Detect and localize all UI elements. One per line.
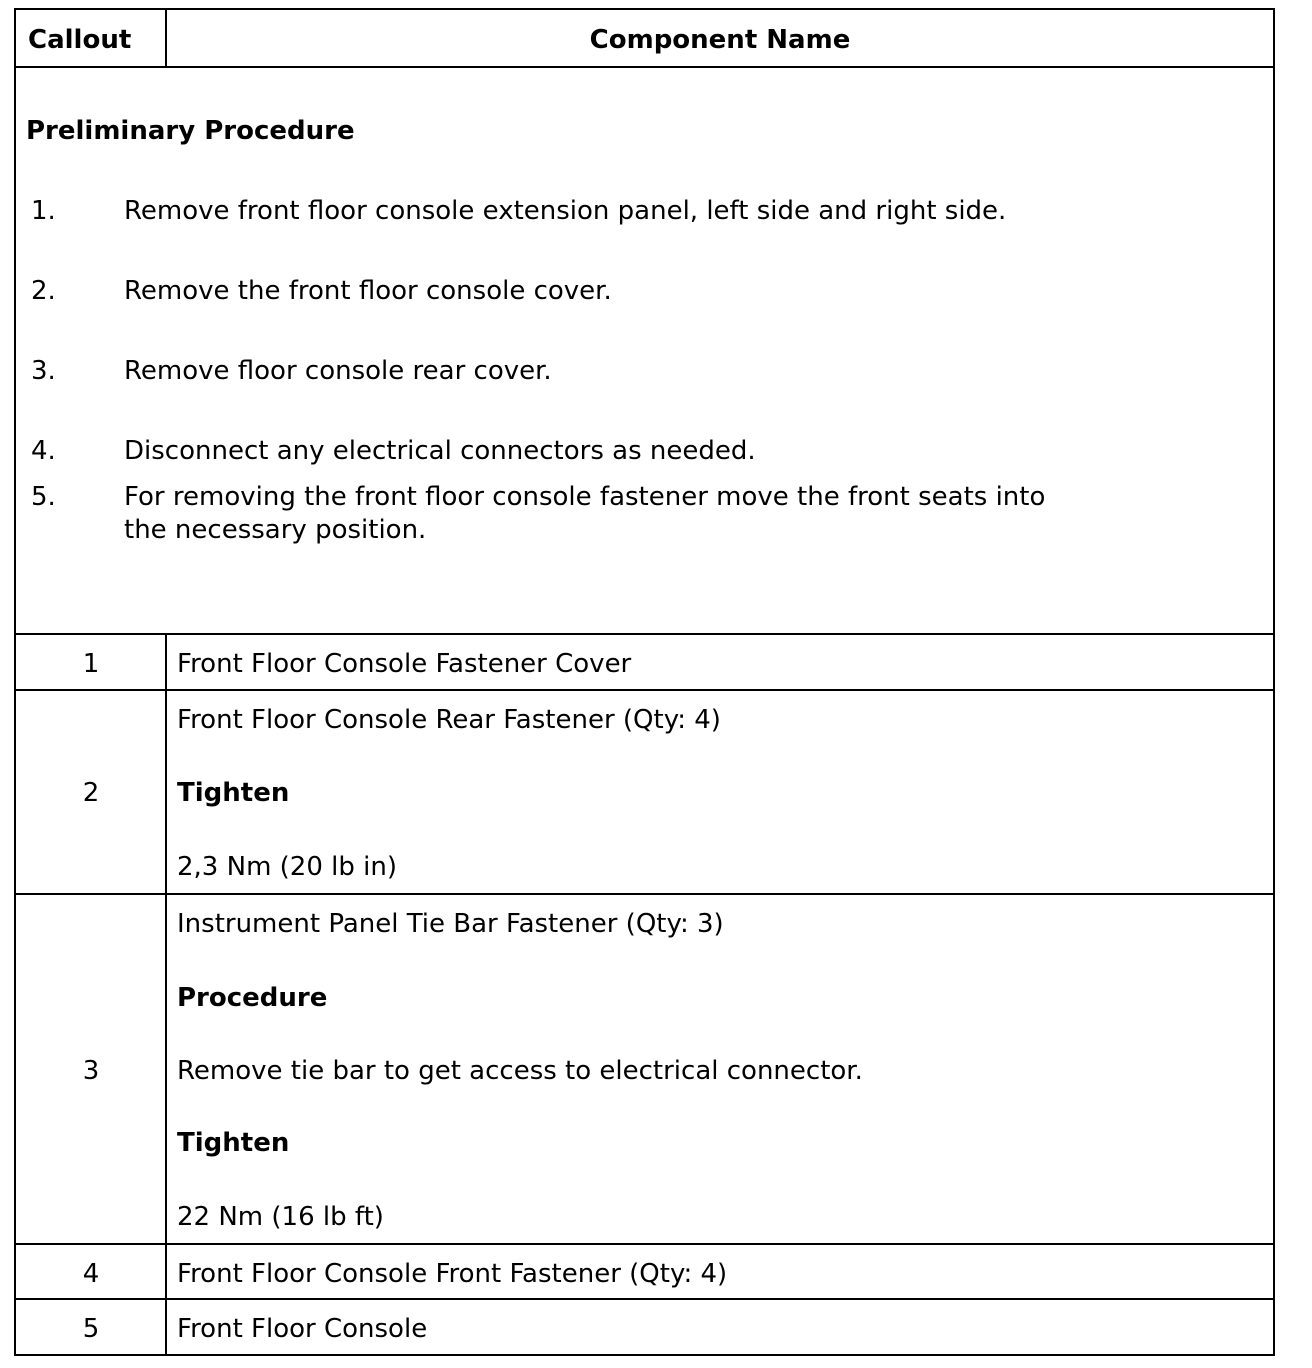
row-divider-1 [16,689,1273,691]
header-callout: Callout [28,25,132,55]
row-divider-4 [16,1298,1273,1300]
step-text-continued: the necessary position. [124,515,427,545]
row-component-name: Front Floor Console Front Fastener (Qty: 4) [177,1259,728,1289]
body-column-divider [165,633,167,1356]
torque-value: 2,3 Nm (20 lb in) [177,852,397,882]
preliminary-title: Preliminary Procedure [26,116,355,146]
row-component-name: Front Floor Console [177,1314,428,1344]
row-callout: 3 [82,1056,100,1086]
step-number: 1. [31,196,56,226]
row-divider-3 [16,1243,1273,1245]
row-component-name: Front Floor Console Rear Fastener (Qty: 4) [177,705,721,735]
step-text: For removing the front floor console fastener move the front seats into [124,482,1046,512]
step-text: Remove floor console rear cover. [124,356,552,386]
procedure-text: Remove tie bar to get access to electrical connector. [177,1056,863,1086]
step-text: Disconnect any electrical connectors as needed. [124,436,756,466]
step-text: Remove front floor console extension panel, left side and right side. [124,196,1007,226]
step-number: 3. [31,356,56,386]
row-callout: 4 [82,1259,100,1289]
tighten-label: Tighten [177,778,290,808]
tighten-label: Tighten [177,1128,290,1158]
row-callout: 2 [82,778,100,808]
header-component-name: Component Name [589,25,851,55]
step-number: 5. [31,482,56,512]
preliminary-divider [16,633,1273,635]
step-number: 4. [31,436,56,466]
header-divider [16,66,1273,68]
procedure-label: Procedure [177,983,328,1013]
row-component-name: Front Floor Console Fastener Cover [177,649,632,679]
row-callout: 1 [82,649,100,679]
row-divider-2 [16,893,1273,895]
step-number: 2. [31,276,56,306]
step-text: Remove the front floor console cover. [124,276,612,306]
procedure-table [14,8,1275,1356]
row-component-name: Instrument Panel Tie Bar Fastener (Qty: 3) [177,909,724,939]
row-callout: 5 [82,1314,100,1344]
torque-value: 22 Nm (16 lb ft) [177,1202,384,1232]
